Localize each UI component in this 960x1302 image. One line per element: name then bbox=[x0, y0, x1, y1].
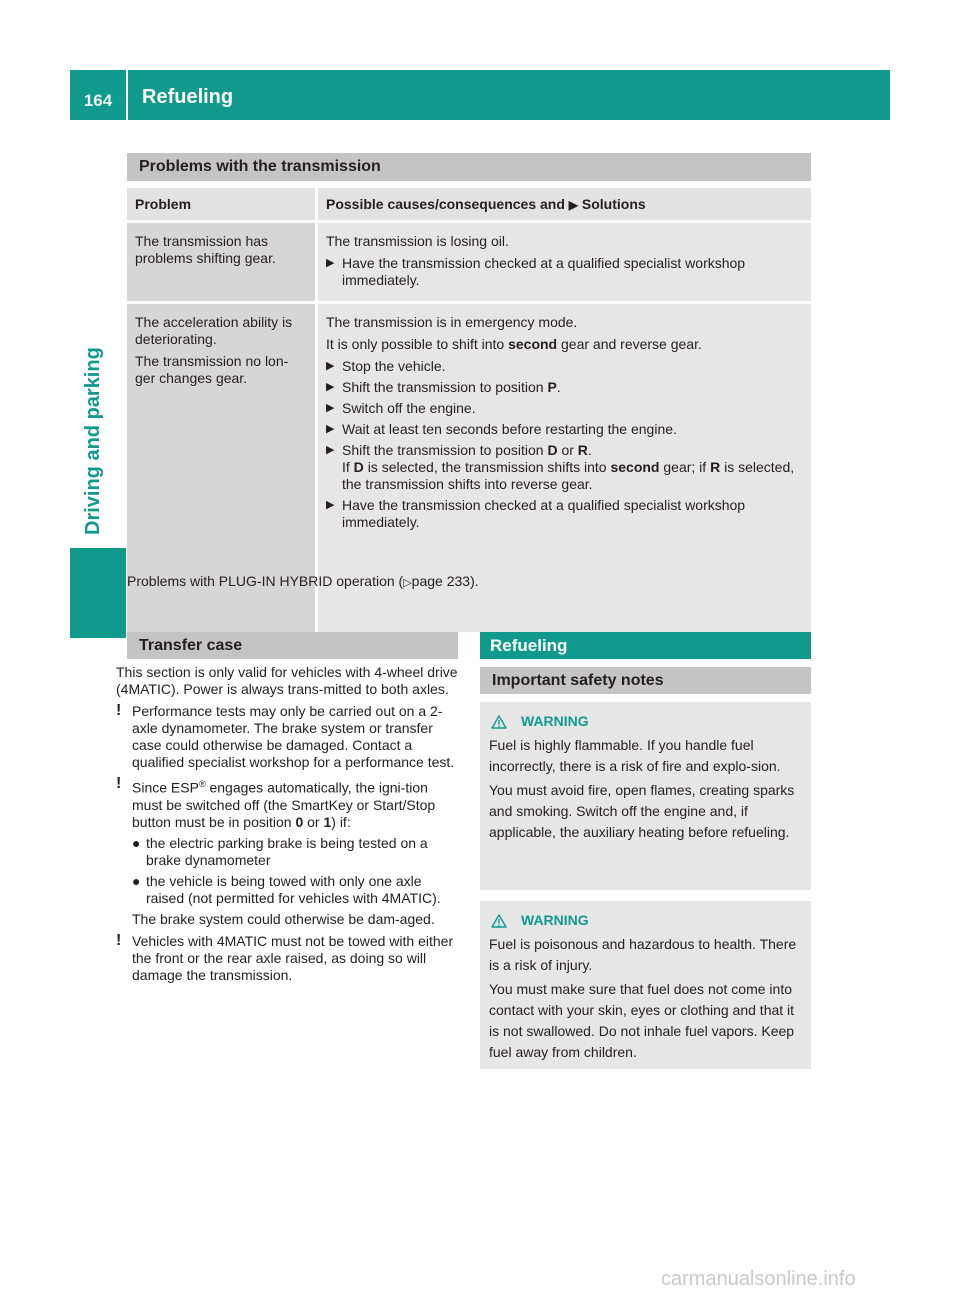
notice-item: ! Vehicles with 4MATIC must not be towed with either the front or the rear axle raised, as doing so will damage the transmission. bbox=[116, 931, 454, 983]
arrow-right-icon: ▶ bbox=[326, 499, 335, 511]
watermark: carmanualsonline.info bbox=[661, 1268, 856, 1290]
solution-step: ▶ Have the transmission checked at a qualified specialist workshop immediately. bbox=[326, 255, 746, 288]
arrow-right-icon: ▶ bbox=[326, 257, 335, 269]
notice-item: ! Performance tests may only be carried out on a 2-axle dynamometer. The brake system or transfer case could otherwise be damaged. Contact a qualified specialist workshop for a performance test. bbox=[116, 702, 455, 770]
page-reference-link[interactable]: page 233 bbox=[411, 573, 471, 589]
table-row bbox=[127, 223, 811, 304]
exclamation-icon: ! bbox=[116, 702, 122, 719]
transfer-case-title: Transfer case bbox=[127, 632, 458, 659]
cause-text: It is only possible to shift into second gear and reverse gear. bbox=[326, 336, 702, 352]
page-ref-icon: ▷ bbox=[403, 577, 412, 589]
warning-box bbox=[480, 702, 811, 890]
transmission-table bbox=[127, 188, 811, 632]
transfer-case-body bbox=[116, 664, 460, 989]
arrow-right-icon: ▶ bbox=[326, 423, 335, 435]
solution-step: ▶ Shift the transmission to position D or R. If D is selected, the transmission shifts into second gear; if R is selected, the transmission shifts into reverse gear. bbox=[326, 442, 795, 492]
list-item: ● the electric parking brake is being tested on a brake dynamometer bbox=[132, 834, 428, 868]
list-item: ● the vehicle is being towed with only one axle raised (not permitted for vehicles with 4MATIC). bbox=[132, 872, 441, 906]
transfer-case-intro: This section is only valid for vehicles with 4-wheel drive (4MATIC). Power is always trans-mitted to both axles. bbox=[116, 664, 458, 697]
page-title: Refueling bbox=[142, 86, 234, 108]
column-header-solutions: Possible causes/consequences and ▶ Solutions bbox=[318, 188, 811, 223]
warning-heading: WARNING bbox=[489, 711, 803, 732]
problem-text: The acceleration ability is deteriorating. bbox=[135, 314, 293, 347]
page-number: 164 bbox=[83, 91, 113, 110]
side-tab-marker bbox=[70, 548, 126, 638]
arrow-right-icon: ▶ bbox=[326, 444, 335, 456]
arrow-right-icon: ▶ bbox=[326, 402, 335, 414]
warning-text: Fuel is poisonous and hazardous to health. There is a risk of injury. bbox=[489, 936, 797, 973]
solution-cell bbox=[318, 223, 811, 304]
warning-box bbox=[480, 901, 811, 1069]
arrow-right-icon: ▶ bbox=[326, 381, 335, 393]
solution-step: ▶ Shift the transmission to position P. bbox=[326, 379, 561, 395]
exclamation-icon: ! bbox=[116, 931, 122, 949]
bullet-icon: ● bbox=[132, 834, 141, 851]
warning-heading: WARNING bbox=[489, 910, 803, 931]
warning-triangle-icon bbox=[491, 914, 507, 928]
arrow-right-icon: ▶ bbox=[568, 198, 579, 212]
bullet-icon: ● bbox=[132, 872, 141, 889]
warning-text: You must avoid fire, open flames, creating sparks and smoking. Switch off the engine and, if applicable, the auxiliary heating before refueling. bbox=[489, 782, 795, 840]
problem-text: The transmission no lon-ger changes gear. bbox=[135, 353, 289, 386]
notice-text: The brake system could otherwise be dam-aged. bbox=[132, 910, 435, 927]
exclamation-icon: ! bbox=[116, 775, 122, 792]
solution-step: ▶ Wait at least ten seconds before restarting the engine. bbox=[326, 421, 677, 437]
header-divider bbox=[126, 70, 128, 120]
hybrid-reference: Problems with PLUG-IN HYBRID operation (▷page 233). bbox=[127, 573, 479, 589]
solution-step: ▶ Stop the vehicle. bbox=[326, 358, 446, 374]
solution-step: ▶ Have the transmission checked at a qualified specialist workshop immediately. bbox=[326, 497, 746, 530]
refueling-title: Refueling bbox=[480, 632, 811, 659]
warning-text: Fuel is highly flammable. If you handle fuel incorrectly, there is a risk of fire and explo-sion. bbox=[489, 737, 781, 774]
warning-triangle-icon bbox=[491, 715, 507, 729]
arrow-right-icon: ▶ bbox=[326, 360, 335, 372]
cause-text: The transmission is in emergency mode. bbox=[326, 314, 578, 330]
cause-text: The transmission is losing oil. bbox=[326, 233, 509, 249]
transmission-section-title: Problems with the transmission bbox=[127, 153, 811, 181]
warning-text: You must make sure that fuel does not come into contact with your skin, eyes or clothing and that it is not swallowed. Do not inhale fuel vapors. Keep fuel away from children. bbox=[489, 981, 795, 1060]
column-header-problem: Problem bbox=[127, 188, 318, 223]
notice-item: ! Since ESP® engages automatically, the igni-tion must be switched off (the SmartKey or Start/Stop button must be in position 0 or 1) if: ● the electric parking brake is being tested on a brake dynamometer ● the vehicle is being towed with only one axle raised (not permitted for vehicles with 4MATIC). The brake system could otherwise be dam-aged. bbox=[116, 776, 460, 928]
problem-cell: The transmission has problems shifting gear. bbox=[127, 223, 318, 304]
side-tab-label: Driving and parking bbox=[82, 347, 104, 535]
safety-notes-title: Important safety notes bbox=[480, 667, 811, 694]
solution-step: ▶ Switch off the engine. bbox=[326, 400, 476, 416]
table-header-row bbox=[127, 188, 811, 223]
